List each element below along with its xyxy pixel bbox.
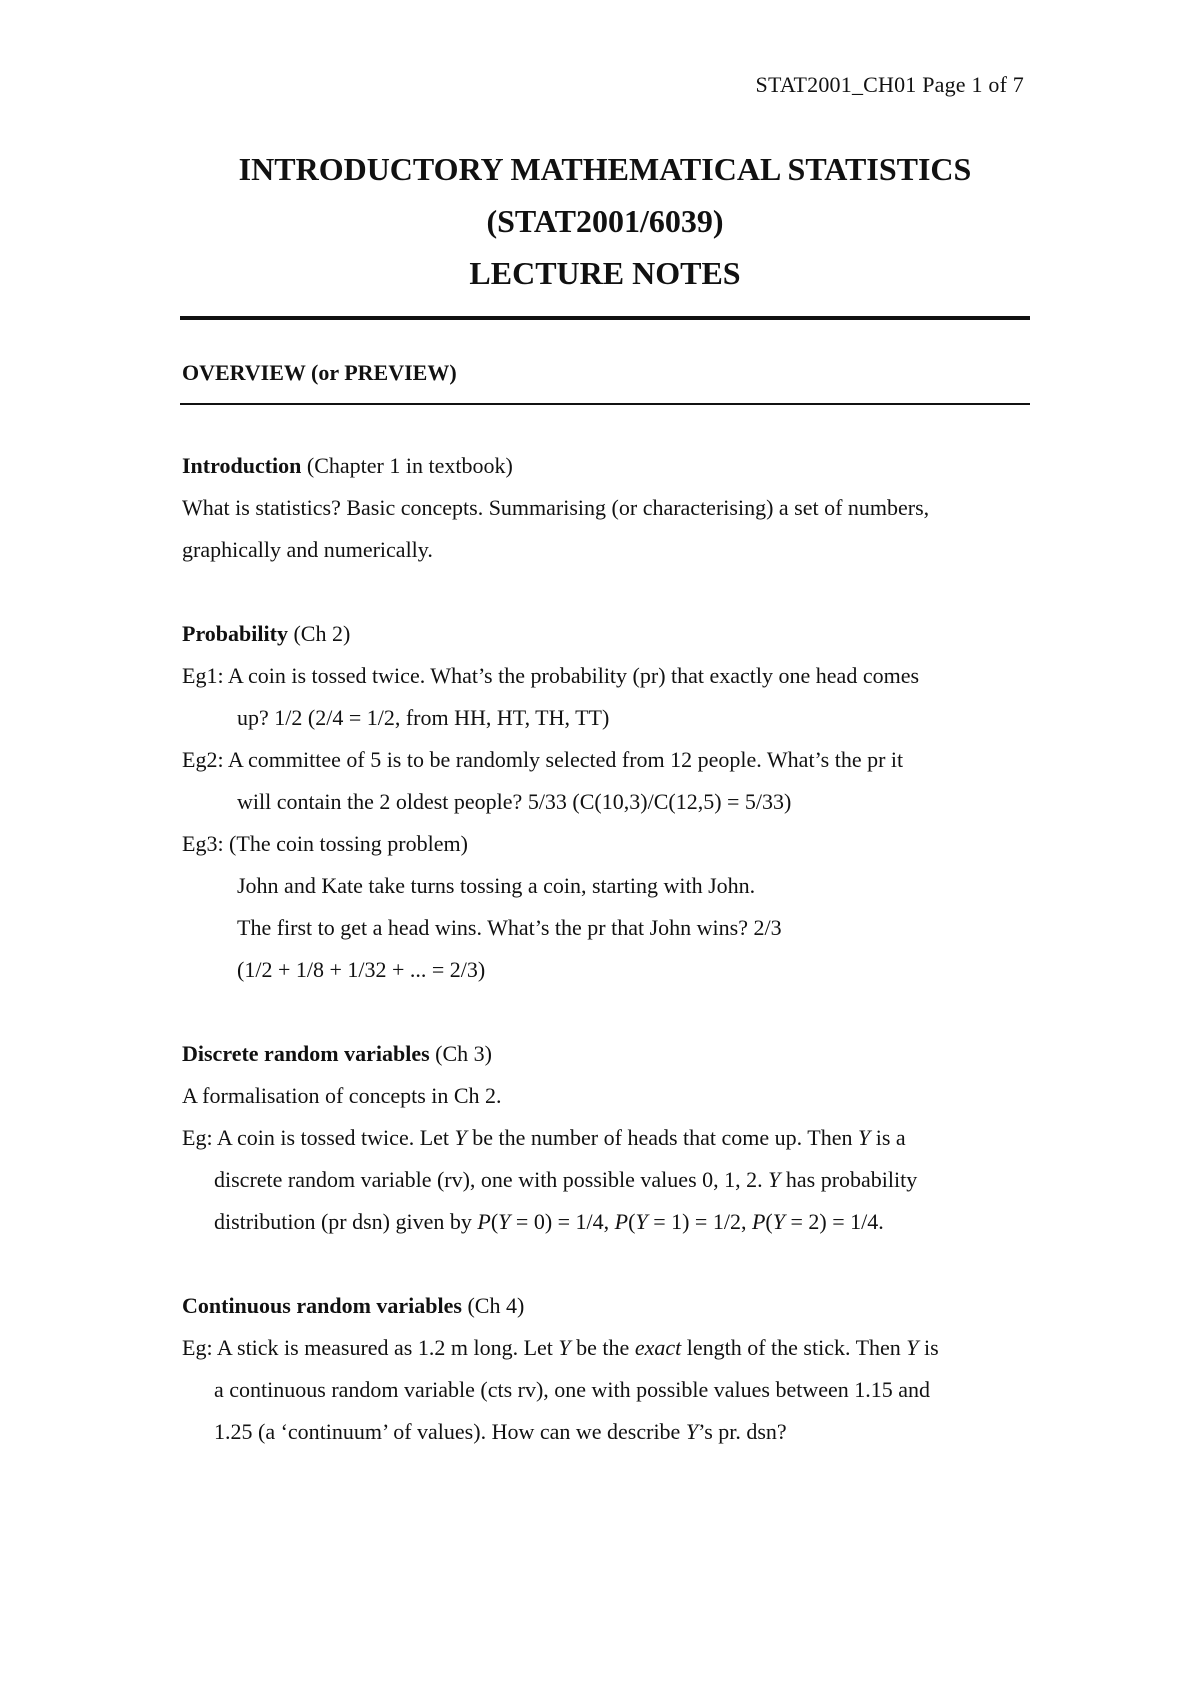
discrete-text-3: discrete random variable (rv), one with possible values 0, 1, 2. Y has probability <box>214 1167 918 1192</box>
discrete-text-4: distribution (pr dsn) given by P(Y = 0) = 1/4, P(Y = 1) = 1/2, P(Y = 2) = 1/4. <box>214 1209 884 1234</box>
probability-ref: (Ch 2) <box>287 621 351 646</box>
discrete-text-1: A formalisation of concepts in Ch 2. <box>182 1083 502 1108</box>
eg3-line-2: John and Kate take turns tossing a coin, starting with John. <box>237 873 756 898</box>
overview-heading: OVERVIEW (or PREVIEW) <box>182 360 457 385</box>
continuous-heading: Continuous random variables <box>182 1293 462 1318</box>
continuous-text-2: a continuous random variable (cts rv), one with possible values between 1.15 and <box>214 1377 931 1402</box>
eg2-line-1: Eg2: A committee of 5 is to be randomly selected from 12 people. What’s the pr it <box>182 747 904 772</box>
title-line-code: (STAT2001/6039) <box>486 203 724 239</box>
document-title <box>180 143 1030 299</box>
discrete-heading-line <box>182 1033 1042 1075</box>
discrete-ref: (Ch 3) <box>429 1041 492 1066</box>
continuous-text-1: Eg: A stick is measured as 1.2 m long. Let Y be the exact length of the stick. Then Y is <box>182 1335 939 1360</box>
page-header-label: STAT2001_CH01 Page 1 of 7 <box>755 72 1024 97</box>
introduction-text-2: graphically and numerically. <box>182 537 433 562</box>
title-divider <box>180 316 1030 320</box>
introduction-text-1: What is statistics? Basic concepts. Summarising (or characterising) a set of numbers, <box>182 495 930 520</box>
document-body <box>182 445 1042 1453</box>
eg1-line-2: up? 1/2 (2/4 = 1/2, from HH, HT, TH, TT) <box>237 705 610 730</box>
discrete-text-2: Eg: A coin is tossed twice. Let Y be the number of heads that come up. Then Y is a <box>182 1125 906 1150</box>
overview-divider <box>180 403 1030 405</box>
introduction-heading: Introduction <box>182 453 302 478</box>
eg3-line-4: (1/2 + 1/8 + 1/32 + ... = 2/3) <box>237 957 486 982</box>
eg3-line-3: The first to get a head wins. What’s the pr that John wins? 2/3 <box>237 915 782 940</box>
introduction-ref: (Chapter 1 in textbook) <box>301 453 513 478</box>
probability-heading: Probability <box>182 621 288 646</box>
continuous-text-3: 1.25 (a ‘continuum’ of values). How can we describe Y’s pr. dsn? <box>214 1419 787 1444</box>
eg1-line-1: Eg1: A coin is tossed twice. What’s the probability (pr) that exactly one head comes <box>182 663 920 688</box>
discrete-heading: Discrete random variables <box>182 1041 430 1066</box>
introduction-heading-line <box>182 445 1042 487</box>
continuous-heading-line <box>182 1285 1042 1327</box>
eg2-line-2: will contain the 2 oldest people? 5/33 (C(10,3)/C(12,5) = 5/33) <box>237 789 792 814</box>
probability-heading-line <box>182 613 1042 655</box>
title-line-course: INTRODUCTORY MATHEMATICAL STATISTICS <box>238 151 972 187</box>
eg3-line-1: Eg3: (The coin tossing problem) <box>182 831 468 856</box>
title-line-notes: LECTURE NOTES <box>469 255 741 291</box>
continuous-ref: (Ch 4) <box>461 1293 525 1318</box>
